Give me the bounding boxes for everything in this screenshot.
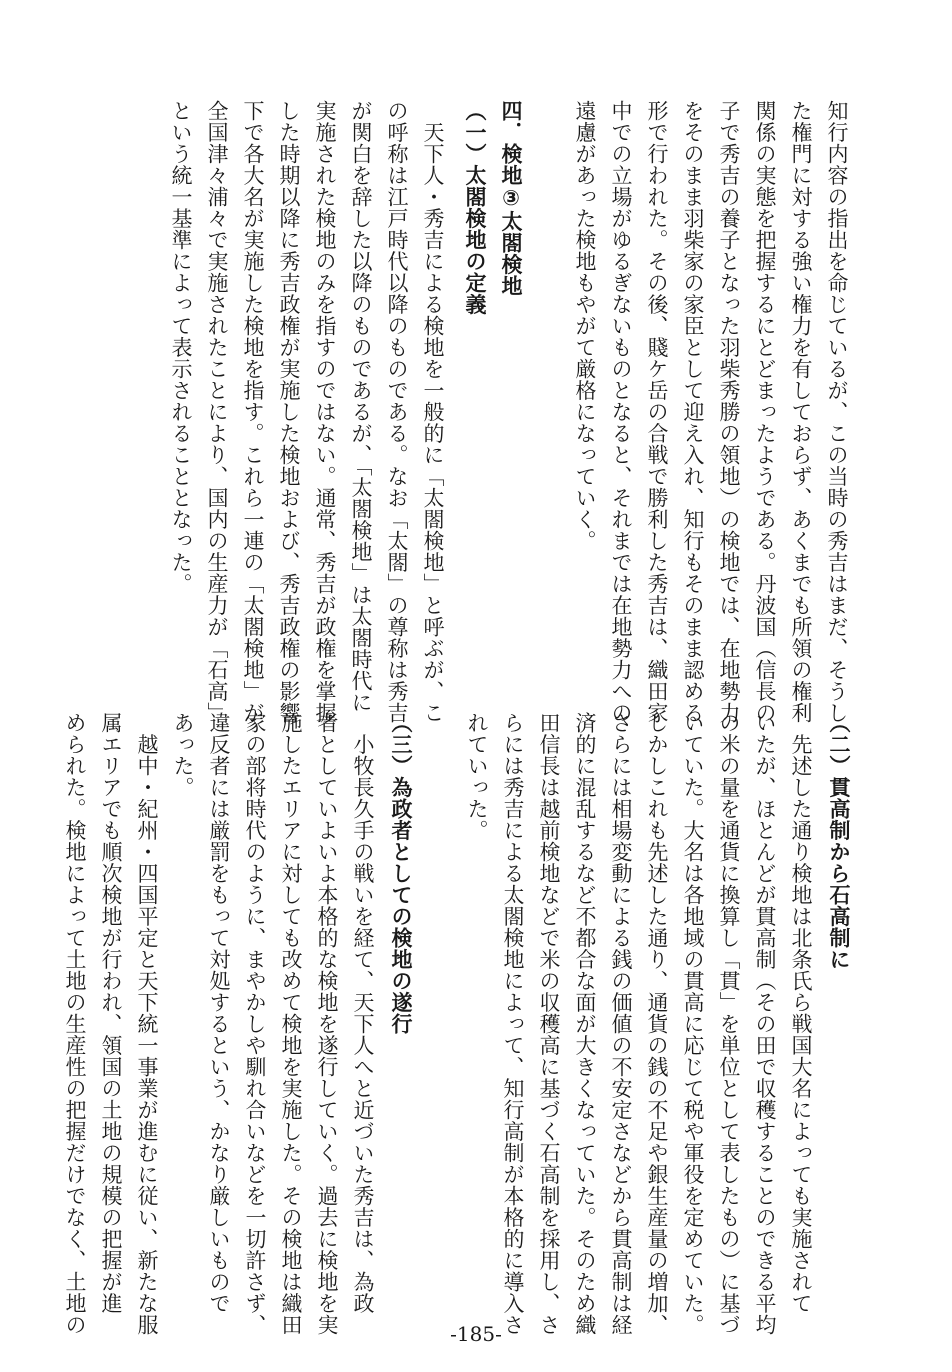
text-column: しかしこれも先述した通り、通貨の銭の不足や銀生産量の増加、	[645, 712, 669, 1336]
text-column: 中での立場がゆるぎないものとなると、それまでは在地勢力への	[609, 100, 633, 724]
text-column: した時期以降に秀吉政権が実施した検地および、秀吉政権の影響	[277, 100, 301, 724]
text-column: らには秀吉による太閤検地によって、知行高制が本格的に導入さ	[501, 712, 525, 1336]
text-column: という統一基準によって表示されることとなった。	[169, 100, 193, 595]
text-column: 者としていよいよ本格的な検地を遂行していく。過去に検地を実	[315, 712, 339, 1336]
text-column: められた。検地によって土地の生産性の把握だけでなく、土地の	[63, 712, 87, 1336]
text-column: の呼称は江戸時代以降のものである。なお「太閤」の尊称は秀吉	[385, 100, 409, 724]
text-column: 属エリアでも順次検地が行われ、領国の土地の規模の把握が進	[99, 712, 123, 1314]
text-column: 施したエリアに対しても改めて検地を実施した。その検地は織田	[279, 712, 303, 1336]
text-column: 子で秀吉の養子となった羽柴秀勝の領地）の検地では、在地勢力	[717, 100, 741, 724]
section-heading: （三）為政者としての検地の遂行	[389, 712, 413, 1035]
section-heading: （一）太閤検地の定義	[463, 100, 487, 315]
text-column: の米の量を通貨に換算し「貫」を単位として表したもの）に基づ	[717, 712, 741, 1336]
text-column: 形で行われた。その後、賤ケ岳の合戦で勝利した秀吉は、織田家	[645, 100, 669, 724]
text-column: 田信長は越前検地などで米の収穫高に基づく石高制を採用し、さ	[537, 712, 561, 1336]
text-column: た権門に対する強い権力を有しておらず、あくまでも所領の権利	[789, 100, 813, 724]
text-column: 下で各大名が実施した検地を指す。これら一連の「太閤検地」が	[241, 100, 265, 724]
text-column: 全国津々浦々で実施されたことにより、国内の生産力が「石高」	[205, 100, 229, 724]
text-column: 越中・紀州・四国平定と天下統一事業が進むに従い、新たな服	[135, 712, 159, 1336]
text-column: 済的に混乱するなど不都合な面が大きくなっていた。そのため織	[573, 712, 597, 1336]
text-column: 遠慮があった検地もやがて厳格になっていく。	[573, 100, 597, 552]
text-column: 違反者には厳罰をもって対処するという、かなり厳しいもので	[207, 712, 231, 1314]
text-column: をそのまま羽柴家の家臣として迎え入れ、知行もそのまま認める	[681, 100, 705, 724]
text-column: 実施された検地のみを指すのではない。通常、秀吉が政権を掌握	[313, 100, 337, 724]
text-column: いていた。大名は各地域の貫高に応じて税や軍役を定めていた。	[681, 712, 705, 1336]
section-heading: （二）貫高制から石高制に	[827, 712, 851, 970]
text-column: 関係の実態を把握するにとどまったようである。丹波国（信長の	[753, 100, 777, 724]
text-column: さらには相場変動による銭の価値の不安定さなどから貫高制は経	[609, 712, 633, 1336]
text-column: 知行内容の指出を命じているが、この当時の秀吉はまだ、そうし	[825, 100, 849, 724]
text-column: 家の部将時代のように、まやかしや馴れ合いなどを一切許さず、	[243, 712, 267, 1336]
text-column: が関白を辞した以降のものであるが、「太閤検地」は太閤時代に	[349, 100, 373, 713]
text-column: れていった。	[465, 712, 489, 841]
text-column: 天下人・秀吉による検地を一般的に「太閤検地」と呼ぶが、こ	[421, 100, 445, 724]
text-column: あった。	[171, 712, 195, 798]
text-column: 小牧長久手の戦いを経て、天下人へと近づいた秀吉は、為政	[351, 712, 375, 1314]
chapter-heading: 四．検地③太閤検地	[499, 100, 523, 297]
text-column: 先述した通り検地は北条氏ら戦国大名によっても実施されて	[789, 712, 813, 1314]
page-number: -185-	[450, 1322, 502, 1346]
text-column: いたが、ほとんどが貫高制（その田で収穫することのできる平均	[753, 712, 777, 1336]
